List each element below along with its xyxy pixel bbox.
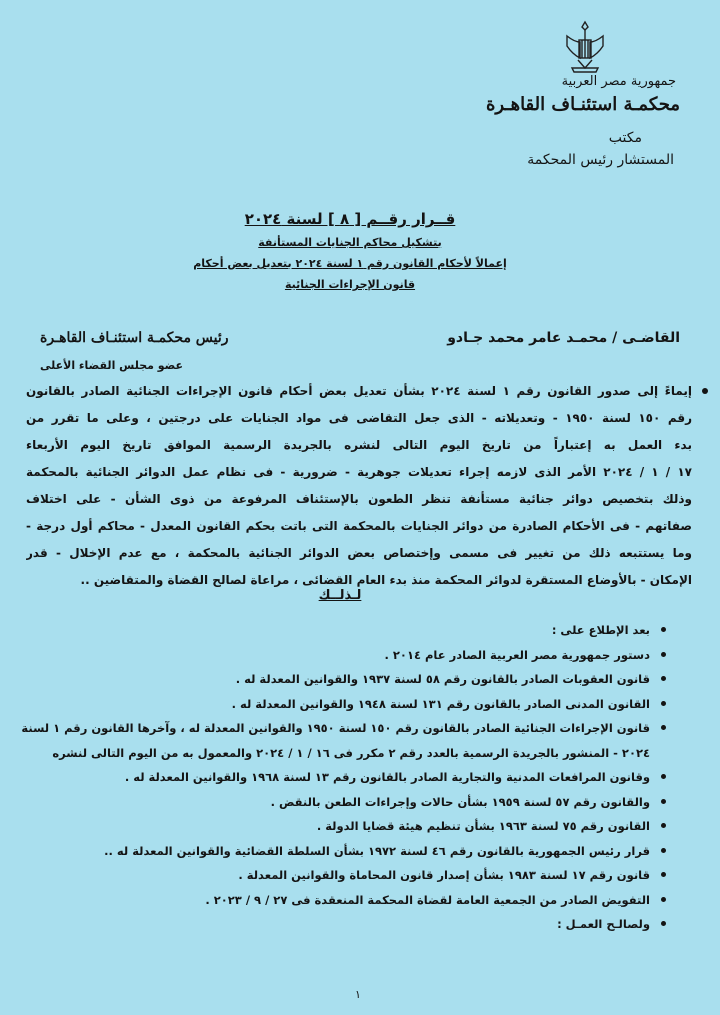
preamble-line: الإمكان - بالأوضاع المستقرة لدوائر المحكمة منذ بدء العام القضائى ، مراعاة لصالح القضاة والمتقاضين .. xyxy=(80,573,692,587)
list-item-text: والقانون رقم ٥٧ لسنة ١٩٥٩ بشأن حالات وإجراءات الطعن بالنقض . xyxy=(270,794,650,809)
preamble-line: وما يستتبعه ذلك من تغيير فى مسمى وإختصاص بعض الدوائر الجنائية بالمحكمة ، مع عدم الإخلال - قدر xyxy=(26,546,692,560)
bullet-icon xyxy=(661,676,666,681)
judge-title: رئيس محكمـة استئنـاف القاهـرة xyxy=(40,330,229,346)
preamble-paragraph xyxy=(26,378,692,594)
list-item-text: بعد الإطلاع على : xyxy=(551,623,650,637)
list-item-text: قانون الإجراءات الجنائية الصادر بالقانون رقم ١٥٠ لسنة ١٩٥٠ والقوانين المعدلة له ، وآخرها القانون رقم ١ لسنة xyxy=(21,721,650,735)
bullet-icon xyxy=(661,799,666,804)
list-item xyxy=(20,692,650,717)
preamble-line: بدء العمل به إعتباراً من تاريخ اليوم التالى لنشره بالجريدة الرسمية الموافق تاريخ اليوم الأربعاء xyxy=(26,438,692,452)
bullet-icon xyxy=(661,774,666,779)
list-item xyxy=(20,839,650,864)
list-item-text: وقانون المرافعات المدنية والتجارية الصادر بالقانون رقم ١٣ لسنة ١٩٦٨ والقوانين المعدلة له . xyxy=(124,770,650,784)
list-item-text: قانون رقم ١٧ لسنة ١٩٨٣ بشأن إصدار قانون المحاماة والقوانين المعدلة . xyxy=(238,868,650,882)
list-item xyxy=(20,643,650,668)
list-item xyxy=(20,618,650,643)
legal-references-list xyxy=(20,618,650,937)
therefore-heading: لـذلــك xyxy=(318,588,362,603)
office-label: مكتب xyxy=(608,130,642,146)
bullet-icon xyxy=(661,897,666,902)
bullet-icon xyxy=(661,627,666,632)
list-item xyxy=(20,888,650,913)
list-item-text: التفويض الصادر من الجمعية العامة لقضاة المحكمة المنعقدة فى ٢٧ / ٩ / ٢٠٢٣ . xyxy=(205,892,650,907)
judge-name: القاضـى / محمـد عامر محمد جـادو xyxy=(447,330,680,346)
list-item xyxy=(20,667,650,692)
bullet-icon xyxy=(661,701,666,706)
preamble-line: ١٧ / ١ / ٢٠٢٤ الأمر الذى لازمه إجراء تعديلات جوهرية - ضرورية - فى نظام عمل الدوائر الجنائية بالمحكمة xyxy=(26,465,692,479)
decision-subject-2: إعمالاً لأحكام القانون رقم ١ لسنة ٢٠٢٤ بتعديل بعض أحكام xyxy=(193,257,507,270)
list-item xyxy=(20,765,650,790)
decision-subject-1: بتشكيل محاكم الجنايات المستأنفة xyxy=(258,236,442,249)
list-item-text: ولصالـح العمـل : xyxy=(557,917,650,931)
bullet-icon xyxy=(702,388,708,394)
list-item-text: دستور جمهورية مصر العربية الصادر عام ٢٠١٤ . xyxy=(384,647,650,662)
bullet-icon xyxy=(661,848,666,853)
decision-number: قــرار رقــم [ ٨ ] لسنة ٢٠٢٤ xyxy=(244,210,456,228)
list-item xyxy=(20,716,650,741)
bullet-icon xyxy=(661,921,666,926)
decision-subject-3: قانون الإجراءات الجنائية xyxy=(284,278,416,291)
bullet-icon xyxy=(661,652,666,657)
list-item xyxy=(20,814,650,839)
list-item-text: القانون رقم ٧٥ لسنة ١٩٦٣ بشأن تنظيم هيئة قضايا الدولة . xyxy=(316,819,650,833)
list-item xyxy=(20,912,650,937)
president-office: المستشار رئيس المحكمة xyxy=(527,152,674,168)
list-item-text: القانون المدنى الصادر بالقانون رقم ١٣١ لسنة ١٩٤٨ والقوانين المعدلة له . xyxy=(231,696,650,711)
list-item-text: قرار رئيس الجمهورية بالقانون رقم ٤٦ لسنة ١٩٧٢ بشأن السلطة القضائية والقوانين المعدلة له .. xyxy=(104,843,650,858)
judge-row xyxy=(40,330,680,352)
preamble-line: رقم ١٥٠ لسنة ١٩٥٠ - وتعديلاته - الذى جعل التقاضى فى مواد الجنايات على درجتين ، وعلى ما تقرر من xyxy=(26,411,692,425)
list-item xyxy=(20,863,650,888)
preamble-line: صفاتهم - فى الأحكام الصادرة من دوائر الجنايات بالمحكمة التى باتت بحكم القانون المعدل - محاكم أول درجة - xyxy=(26,519,692,533)
list-item-text: قانون العقوبات الصادر بالقانون رقم ٥٨ لسنة ١٩٣٧ والقوانين المعدلة له . xyxy=(235,672,650,686)
decision-title-block xyxy=(180,210,520,291)
list-item xyxy=(20,790,650,815)
eagle-emblem-icon xyxy=(562,18,608,74)
bullet-icon xyxy=(661,823,666,828)
court-name: محكمـة استئنـاف القاهـرة xyxy=(485,94,680,115)
bullet-icon xyxy=(661,872,666,877)
page-number: ١ xyxy=(355,988,361,1001)
list-item-continuation xyxy=(20,741,650,766)
list-item-text: ٢٠٢٤ - المنشور بالجريدة الرسمية بالعدد رقم ٢ مكرر فى ١٦ / ١ / ٢٠٢٤ والمعمول به من اليوم التالى لنشره xyxy=(52,745,650,760)
country-name: جمهورية مصر العربية xyxy=(561,74,676,89)
judge-membership: عضو مجلس القضاء الأعلى xyxy=(40,359,184,372)
preamble-line: وذلك بتخصيص دوائر جنائية مستأنفة تنظر الطعون بالإستئناف المرفوعة من ذوى الشأن - على اختلاف xyxy=(26,492,692,506)
preamble-line: إيماءً إلى صدور القانون رقم ١ لسنة ٢٠٢٤ بشأن تعديل بعض أحكام قانون الإجراءات الجنائية الصادر بالقانون xyxy=(26,384,692,398)
bullet-icon xyxy=(661,725,666,730)
